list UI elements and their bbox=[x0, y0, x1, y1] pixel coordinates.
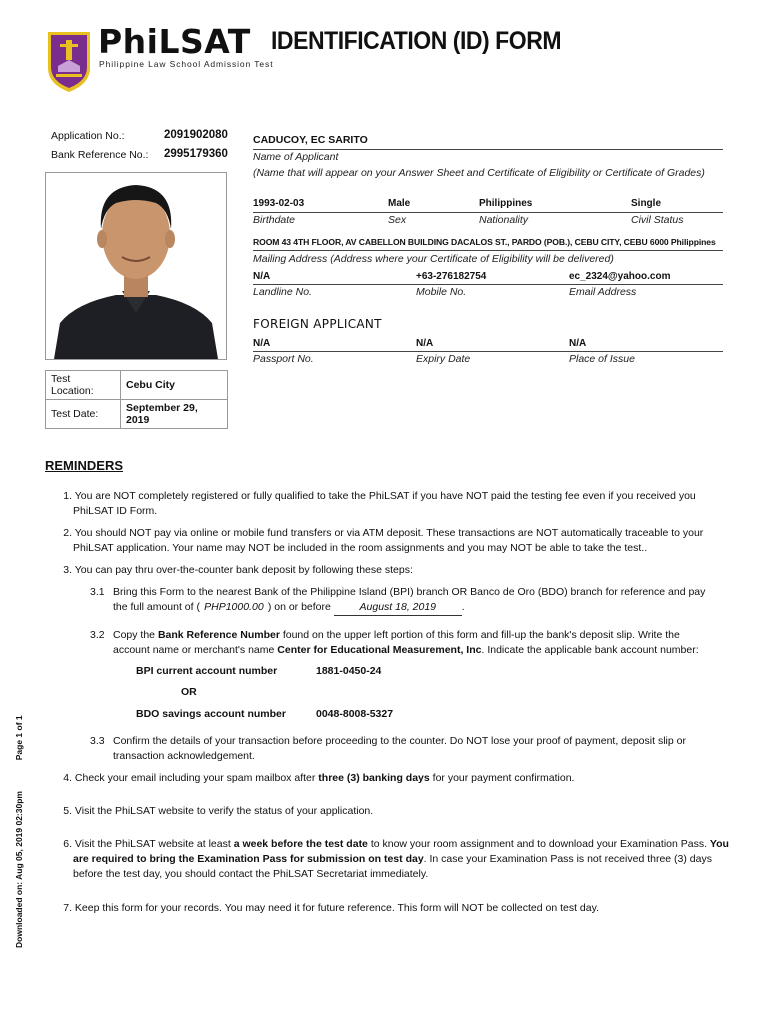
step-3-2-text-a1: Copy the bbox=[113, 629, 158, 641]
download-timestamp-sidebar bbox=[14, 715, 24, 948]
civil-status-label: Civil Status bbox=[631, 214, 684, 226]
contact-divider bbox=[253, 284, 723, 285]
reminder-6 bbox=[58, 837, 729, 852]
step-3-2-text-b2: . Indicate the applicable bank account number: bbox=[481, 644, 699, 656]
nationality-value: Philippines bbox=[479, 198, 533, 209]
reminder-1-line-b: PhiLSAT ID Form. bbox=[73, 505, 158, 517]
philsat-shield-logo bbox=[46, 30, 92, 94]
application-no-label: Application No.: bbox=[51, 130, 125, 142]
bpi-account-label: BPI current account number bbox=[136, 665, 278, 677]
expiry-label: Expiry Date bbox=[416, 353, 471, 365]
step-3-1-line-b bbox=[113, 600, 465, 616]
reminder-6-number: 6. bbox=[63, 838, 72, 850]
mobile-label: Mobile No. bbox=[416, 286, 467, 298]
mailing-address-value: ROOM 43 4TH FLOOR, AV CABELLON BUILDING DACALOS ST., PARDO (POB.), CEBU CITY, CEBU 6000 Philippines bbox=[253, 237, 716, 247]
mailing-address-label: Mailing Address (Address where your Certificate of Eligibility will be delivered) bbox=[253, 253, 614, 265]
reminder-3-text: You can pay thru over-the-counter bank deposit by following these steps: bbox=[74, 564, 413, 576]
passport-label: Passport No. bbox=[253, 353, 314, 365]
foreign-divider bbox=[253, 351, 723, 352]
reminder-1-line-a: You are NOT completely registered or fully qualified to take the PhiLSAT if you have NOT paid the testing fee even if you received you bbox=[74, 490, 696, 502]
bpi-account-number: 1881-0450-24 bbox=[316, 665, 382, 677]
email-label: Email Address bbox=[569, 286, 637, 298]
brand-subtitle: Philippine Law School Admission Test bbox=[99, 59, 274, 69]
reminder-4 bbox=[58, 771, 574, 786]
reminder-2-number: 2. bbox=[63, 527, 72, 539]
reminder-4-text-a: Check your email including your spam mailbox after bbox=[74, 772, 319, 784]
reminder-5 bbox=[58, 804, 373, 819]
reminder-3 bbox=[58, 563, 413, 578]
step-3-2-line-b bbox=[113, 643, 699, 658]
step-3-1-text-b1: the full amount of ( bbox=[113, 601, 200, 613]
or-separator: OR bbox=[181, 686, 197, 698]
bank-reference-label: Bank Reference No.: bbox=[51, 149, 149, 161]
bdo-account-number: 0048-8008-5327 bbox=[316, 708, 394, 720]
banking-days-emphasis: three (3) banking days bbox=[318, 772, 430, 784]
reminder-4-number: 4. bbox=[63, 772, 72, 784]
step-3-1-text-b3: . bbox=[461, 601, 465, 613]
step-3-2-text-a2: found on the upper left portion of this form and fill-up the bank's deposit slip. Write the bbox=[279, 629, 680, 641]
step-3-3-line-b: transaction acknowledgement. bbox=[113, 750, 255, 762]
reminder-7-text: Keep this form for your records. You may need it for future reference. This form will NOT be collected on test day. bbox=[74, 902, 599, 914]
reminder-2-line-a: You should NOT pay via online or mobile fund transfers or via ATM deposit. These transactions are NOT automatically traceable to your bbox=[74, 527, 704, 539]
passport-value: N/A bbox=[253, 338, 271, 349]
reminder-3-number: 3. bbox=[63, 564, 72, 576]
reminder-1-number: 1. bbox=[63, 490, 72, 502]
reminders-heading: REMINDERS bbox=[45, 458, 124, 473]
mobile-value: +63-276182754 bbox=[416, 271, 487, 282]
applicant-name: CADUCOY, EC SARITO bbox=[253, 134, 368, 146]
reminder-4-text-b: for your payment confirmation. bbox=[429, 772, 575, 784]
week-before-emphasis: a week before the test date bbox=[233, 838, 368, 850]
landline-label: Landline No. bbox=[253, 286, 312, 298]
test-location-label: Test Location: bbox=[46, 371, 121, 400]
bank-reference-value: 2995179360 bbox=[164, 148, 228, 160]
reminder-6-line-2 bbox=[73, 852, 712, 867]
reminder-5-text: Visit the PhiLSAT website to verify the status of your application. bbox=[74, 805, 374, 817]
step-3-1-line-a: Bring this Form to the nearest Bank of the Philippine Island (BPI) branch OR Banco de Oro (BDO) branch for reference and pay bbox=[113, 586, 706, 598]
expiry-value: N/A bbox=[416, 338, 434, 349]
you-emphasis: You bbox=[709, 838, 729, 850]
step-3-2-line-a bbox=[113, 628, 680, 643]
reminder-6-text-a: Visit the PhiLSAT website at least bbox=[74, 838, 234, 850]
name-note: (Name that will appear on your Answer Sheet and Certificate of Eligibility or Certificate of Grades) bbox=[253, 167, 705, 179]
bdo-account-label: BDO savings account number bbox=[136, 708, 286, 720]
application-no-value: 2091902080 bbox=[164, 129, 228, 141]
payment-deadline: August 18, 2019 bbox=[334, 600, 462, 616]
reminder-2 bbox=[58, 526, 703, 541]
step-3-3-line-a: Confirm the details of your transaction before proceeding to the counter. Do NOT lose your proof of payment, deposit slip or bbox=[113, 735, 686, 747]
place-of-issue-value: N/A bbox=[569, 338, 587, 349]
foreign-applicant-heading: FOREIGN APPLICANT bbox=[253, 317, 382, 331]
bank-reference-number-emphasis: Bank Reference Number bbox=[157, 629, 280, 641]
step-3-2-text-b1: account name or merchant's name bbox=[113, 644, 278, 656]
landline-value: N/A bbox=[253, 271, 271, 282]
step-3-1-text-b2: ) on or before bbox=[267, 601, 331, 613]
personal-divider bbox=[253, 212, 723, 213]
test-location-value: Cebu City bbox=[121, 371, 228, 400]
step-3-1-number: 3.1 bbox=[90, 586, 105, 598]
brand-logo-text: PhiLSAT bbox=[98, 22, 251, 61]
birthdate-value: 1993-02-03 bbox=[253, 198, 305, 209]
address-divider bbox=[253, 250, 723, 251]
reminder-6-line-3: before the test day, you should contact the PhiLSAT Secretariat immediately. bbox=[73, 868, 429, 880]
test-date-label: Test Date: bbox=[46, 400, 121, 429]
applicant-photo bbox=[45, 172, 227, 360]
form-title: IDENTIFICATION (ID) FORM bbox=[271, 27, 562, 55]
reminder-6-text-b: to know your room assignment and to download your Examination Pass. bbox=[367, 838, 710, 850]
merchant-name-emphasis: Center for Educational Measurement, Inc bbox=[277, 644, 482, 656]
reminder-7-number: 7. bbox=[63, 902, 72, 914]
reminder-1 bbox=[58, 489, 696, 504]
civil-status-value: Single bbox=[631, 198, 662, 209]
nationality-label: Nationality bbox=[479, 214, 529, 226]
place-of-issue-label: Place of Issue bbox=[569, 353, 635, 365]
sex-value: Male bbox=[388, 198, 411, 209]
reminder-7 bbox=[58, 901, 599, 916]
page-number: Page 1 of 1 bbox=[14, 715, 24, 761]
step-3-2-number: 3.2 bbox=[90, 629, 105, 641]
name-divider bbox=[253, 149, 723, 150]
email-value: ec_2324@yahoo.com bbox=[569, 271, 671, 282]
fee-amount: PHP1000.00 bbox=[204, 601, 264, 613]
reminder-6-text-c: . In case your Examination Pass is not received three (3) days bbox=[423, 853, 712, 865]
step-3-3-number: 3.3 bbox=[90, 735, 105, 747]
download-timestamp: Downloaded on: Aug 05, 2019 02:30pm bbox=[14, 791, 24, 948]
sex-label: Sex bbox=[388, 214, 407, 226]
reminder-2-line-b: PhiLSAT application. Your name may NOT be included in the room assignments and you may NOT be able to take the test.. bbox=[73, 542, 648, 554]
name-label: Name of Applicant bbox=[253, 151, 339, 163]
test-info-table bbox=[45, 370, 228, 429]
birthdate-label: Birthdate bbox=[253, 214, 296, 226]
test-date-value: September 29, 2019 bbox=[121, 400, 228, 429]
exam-pass-emphasis: are required to bring the Examination Pass for submission on test day bbox=[73, 853, 424, 865]
reminder-5-number: 5. bbox=[63, 805, 72, 817]
